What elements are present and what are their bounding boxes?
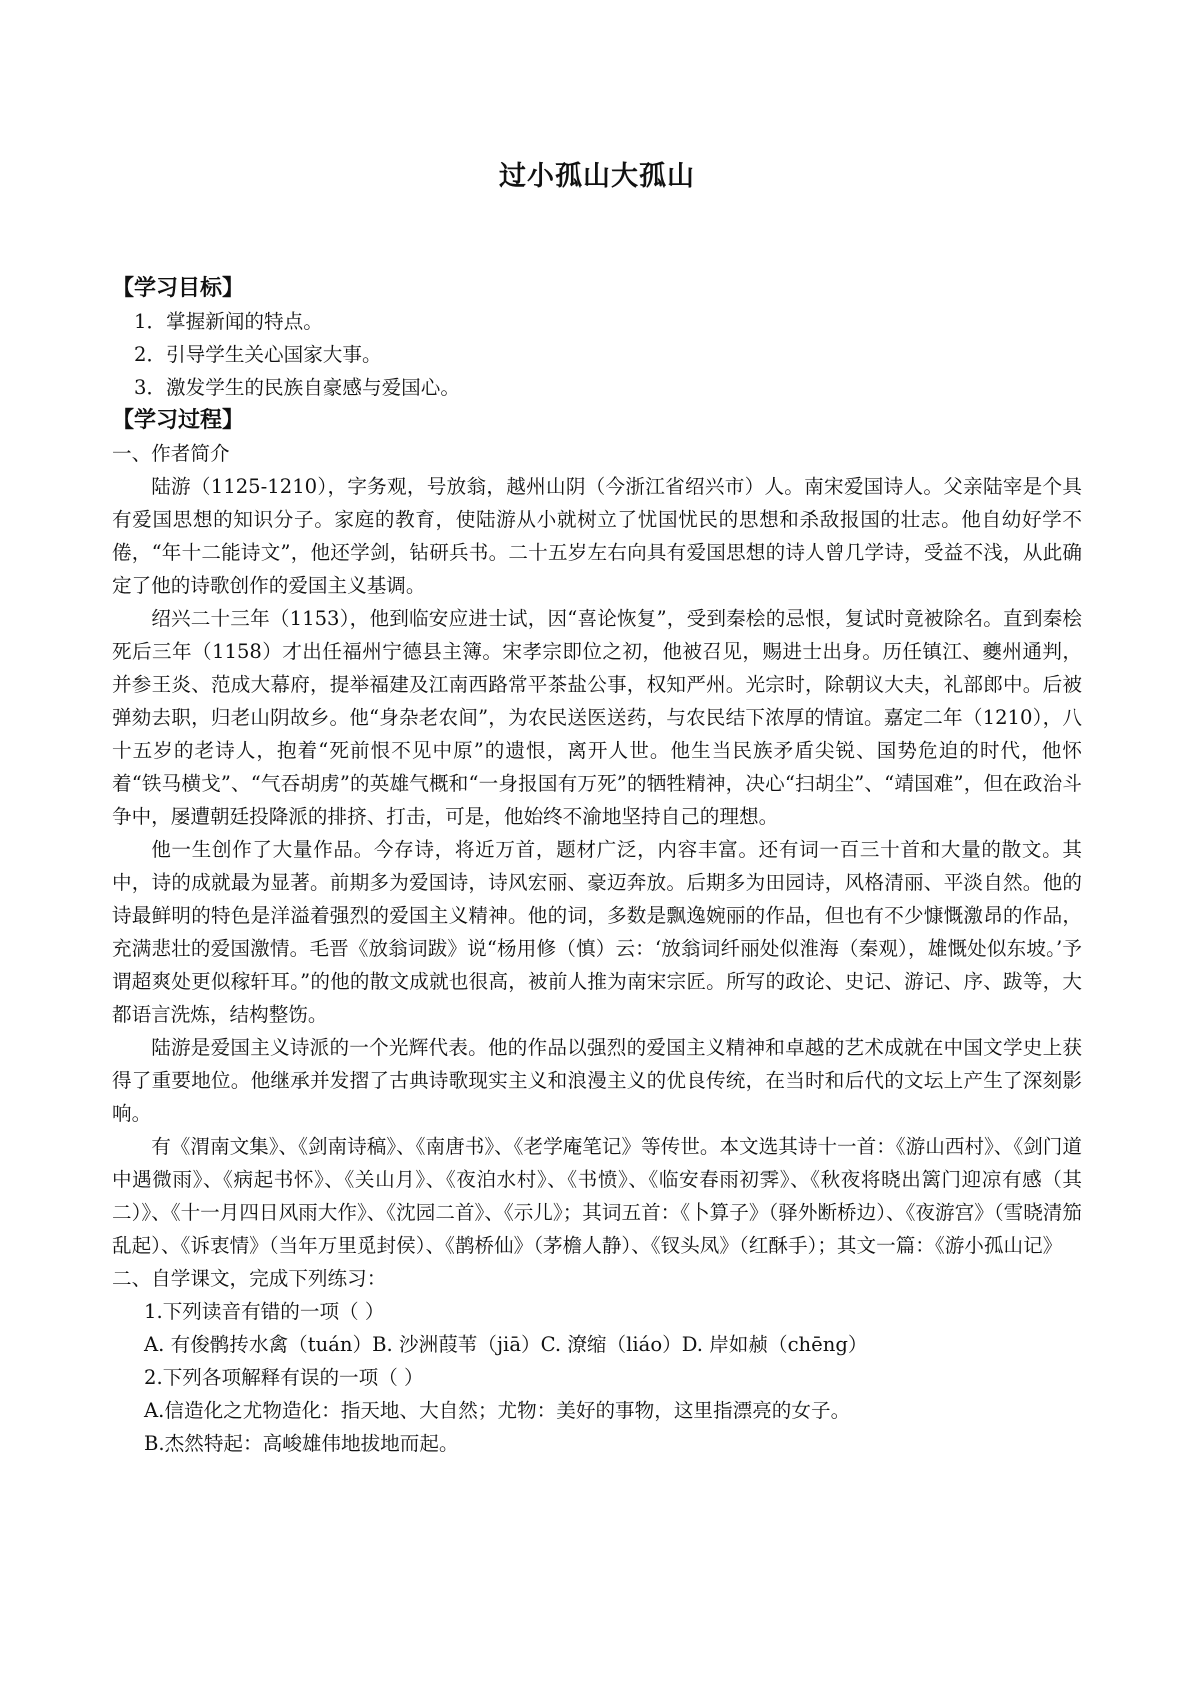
section-self-study-title: 二、自学课文，完成下列练习： (112, 1267, 387, 1290)
question-2-option-a: A.信造化之尤物造化：指天地、大自然；尤物：美好的事物，这里指漂亮的女子。 (144, 1399, 851, 1422)
question-1-options: A. 有俊鹘抟水禽（tuán）B. 沙洲葭苇（jiā）C. 潦缩（liáo）D. 岸如赪（chēng） (144, 1333, 868, 1356)
section-author-intro-title: 一、作者简介 (112, 442, 230, 465)
question-2-option-b: B.杰然特起：高峻雄伟地拔地而起。 (144, 1432, 459, 1455)
question-2-stem: 2.下列各项解释有误的一项（ ） (144, 1366, 424, 1389)
learning-process-heading: 【学习过程】 (112, 408, 245, 433)
author-paragraph: 陆游是爱国主义诗派的一个光辉代表。他的作品以强烈的爱国主义精神和卓越的艺术成就在中国文学史上获得了重要地位。他继承并发摺了古典诗歌现实主义和浪漫主义的优良传统，在当时和后代的文坛上产生了深刻影响。 (112, 1036, 1082, 1125)
author-paragraph: 绍兴二十三年（1153），他到临安应进士试，因“喜论恢复”，受到秦桧的忌恨，复试时竟被除名。直到秦桧死后三年（1158）才出任福州宁德县主簿。宋孝宗即位之初，他被召见，赐进士出身。历任镇江、夔州通判，并参王炎、范成大幕府，提举福建及江南西路常平茶盐公事，权知严州。光宗时，除朝议大夫，礼部郎中。后被弹劾去职，归老山阴故乡。他“身杂老农间”，为农民送医送药，与农民结下浓厚的情谊。嘉定二年（1210），八十五岁的老诗人，抱着“死前恨不见中原”的遗恨，离开人世。他生当民族矛盾尖锐、国势危迫的时代，他怀着“铁马横戈”、“气吞胡虏”的英雄气概和“一身报国有万死”的牺牲精神，决心“扫胡尘”、“靖国难”，但在政治斗争中，屡遭朝廷投降派的排挤、打击，可是，他始终不渝地坚持自己的理想。 (112, 607, 1082, 828)
goal-item: 2．引导学生关心国家大事。 (134, 343, 382, 366)
document-body (112, 272, 1082, 1460)
learning-goals-heading: 【学习目标】 (112, 276, 245, 301)
question-1-stem: 1.下列读音有错的一项（ ） (144, 1300, 385, 1323)
goal-item: 3．激发学生的民族自豪感与爱国心。 (134, 376, 460, 399)
author-paragraph: 陆游（1125-1210），字务观，号放翁，越州山阴（今浙江省绍兴市）人。南宋爱国诗人。父亲陆宰是个具有爱国思想的知识分子。家庭的教育，使陆游从小就树立了忧国忧民的思想和杀敌报国的壮志。他自幼好学不倦，“年十二能诗文”，他还学剑，钻研兵书。二十五岁左右向具有爱国思想的诗人曾几学诗，受益不浅，从此确定了他的诗歌创作的爱国主义基调。 (112, 475, 1082, 597)
author-paragraph: 有《渭南文集》、《剑南诗稿》、《南唐书》、《老学庵笔记》等传世。本文选其诗十一首：《游山西村》、《剑门道中遇微雨》、《病起书怀》、《关山月》、《夜泊水村》、《书愤》、《临安春雨初霁》、《秋夜将晓出篱门迎凉有感（其二）》、《十一月四日风雨大作》、《沈园二首》、《示儿》；其词五首：《卜算子》（驿外断桥边）、《夜游宫》（雪晓清笳乱起）、《诉衷情》（当年万里觅封侯）、《鹊桥仙》（茅檐人静）、《钗头凤》（红酥手）；其文一篇：《游小孤山记》 (112, 1135, 1082, 1257)
page-title: 过小孤山大孤山 (499, 161, 695, 192)
author-paragraph: 他一生创作了大量作品。今存诗，将近万首，题材广泛，内容丰富。还有词一百三十首和大量的散文。其中，诗的成就最为显著。前期多为爱国诗，诗风宏丽、豪迈奔放。后期多为田园诗，风格清丽、平淡自然。他的诗最鲜明的特色是洋溢着强烈的爱国主义精神。他的词，多数是飘逸婉丽的作品，但也有不少慷慨激昂的作品，充满悲壮的爱国激情。毛晋《放翁词跋》说“杨用修（慎）云：‘放翁词纤丽处似淮海（秦观），雄慨处似东坡。’予谓超爽处更似稼轩耳。”的他的散文成就也很高，被前人推为南宋宗匠。所写的政论、史记、游记、序、跋等，大都语言洗炼，结构整饬。 (112, 838, 1082, 1026)
goal-item: 1．掌握新闻的特点。 (134, 310, 323, 333)
